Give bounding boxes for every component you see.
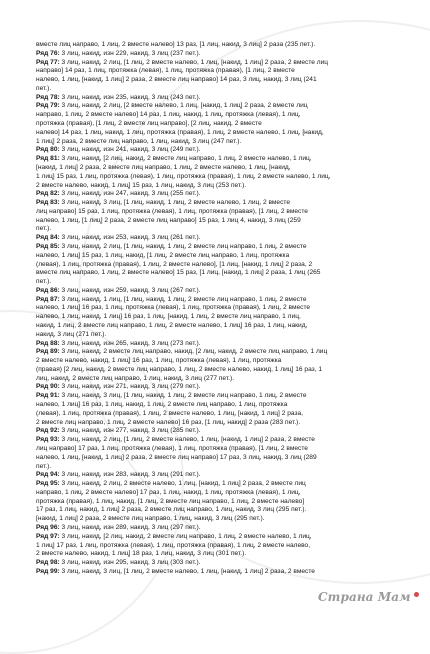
row-label: Ряд 78: (36, 93, 60, 101)
row-label: Ряд 93: (36, 436, 60, 444)
row-instruction: налево, 1 лиц] 15 раз, 1 лиц, накид, [1 лиц, 2 вместе лиц направо, 1 лиц, протяжка (36, 251, 290, 259)
row-instruction: 3 лиц, накид, [2 лиц, накид, 2 вместе лиц направо, 1 лиц, 2 вместе налево, 1 лиц, (59, 155, 312, 163)
row-instruction: [накид, 1 лиц] 2 раза, 2 вместе лиц направо, 1 лиц, накид, 3 лиц (295 пет.). (36, 515, 265, 523)
text-line (36, 401, 376, 410)
row-label: Ряд 80: (36, 146, 60, 154)
row-instruction: 1 лиц] 15 раз, 1 лиц, протяжка (левая), 1 лиц, протяжка (правая), 1 лиц, 2 вместе налево, 1 лиц, (36, 172, 331, 180)
text-line (36, 375, 376, 384)
row-label: Ряд 99: (36, 567, 60, 575)
text-line (36, 94, 376, 103)
text-line (36, 164, 376, 173)
site-logo-dot (414, 592, 419, 597)
pattern-text (36, 41, 376, 577)
text-line (36, 410, 376, 419)
row-instruction: 3 лиц, накид, изн 241, накид, 3 лиц (249 пет.). (59, 146, 201, 154)
row-instruction: 2 вместе налево, накид, 1 лиц] 18 раз, 1 лиц, накид, 3 лиц (301 пет.). (36, 550, 247, 558)
row-instruction: направо, 1 лиц, 2 вместе налево] 17 раз, 1 лиц, накид, 1 лиц, протяжка (левая), 1 лиц, (36, 488, 301, 496)
text-line (36, 445, 376, 454)
row-instruction: пет.). (36, 84, 52, 92)
text-line (36, 287, 376, 296)
text-line (36, 252, 376, 261)
text-line (36, 568, 376, 577)
row-instruction: 3 лиц, накид, 2 вместе лиц направо, накид, [2 лиц, накид, 2 вместе лиц направо, 1 лиц (59, 348, 328, 356)
text-line (36, 383, 376, 392)
row-instruction: [накид, 1 лиц] 2 раза, 2 вместе лиц направо, 1 лиц, 2 вместе налево, 1 лиц, [накид, (36, 163, 291, 171)
row-label: Ряд 82: (36, 190, 60, 198)
text-line (36, 304, 376, 313)
row-instruction: направо, 1 лиц, 2 вместе налево] 14 раз, 1 лиц, накид, 1 лиц, протяжка (левая), 1 лиц, (36, 111, 301, 119)
row-instruction: 3 лиц, накид, 3 лиц, [1 лиц, накид, 1 лиц, 2 вместе лиц направо, 1 лиц, 2 вместе (59, 392, 307, 400)
text-line (36, 506, 376, 515)
text-line (36, 559, 376, 568)
row-instruction: налево, 1 лиц] 16 раз, 1 лиц, протяжка (левая), 1 лиц, протяжка (правая), 1 лиц, 2 вместе (36, 304, 311, 312)
row-instruction: 3 лиц, накид, изн 289, накид, 3 лиц (297 пет.). (59, 523, 201, 531)
row-label: Ряд 97: (36, 532, 60, 540)
text-line (36, 533, 376, 542)
text-line (36, 498, 376, 507)
row-instruction: 3 лиц, накид, 3 лиц, [1 лиц, накид, 1 лиц, 2 вместе налево, 1 лиц, 2 вместе (59, 199, 291, 207)
row-instruction: пет.). (36, 278, 52, 286)
row-instruction: лиц направо] 17 раз, 1 лиц, протяжка (левая), 1 лиц, протяжка (правая), [1 лиц, 2 вместе (36, 444, 308, 452)
text-line (36, 243, 376, 252)
row-instruction: вместе лиц направо, 1 лиц, 2 вместе налево] 13 раз, [1 лиц, накид, 3 лиц] 2 раза (235 пет.). (36, 41, 316, 48)
text-line (36, 340, 376, 349)
row-instruction: налево, 1 лиц, [накид, 1 лиц] 2 раза, 2 вместе лиц направо] 17 раз, 3 лиц, накид, 3 лиц (289 (36, 453, 317, 461)
text-line (36, 454, 376, 463)
row-instruction: 3 лиц, накид, изн 283, накид, 3 лиц (291 пет.). (59, 471, 201, 479)
text-line (36, 550, 376, 559)
row-instruction: лиц, накид, 2 вместе лиц направо, 1 лиц, накид, 3 лиц (277 пет.). (36, 374, 235, 382)
row-label: Ряд 95: (36, 480, 60, 488)
text-line (36, 489, 376, 498)
row-instruction: направо] 14 раз, 1 лиц, протяжка (левая), 1 лиц, протяжка (правая), [1 лиц, 2 вместе (36, 67, 295, 75)
row-instruction: 1 лиц] 2 раза, 2 вместе лиц направо, 1 лиц, накид, 3 лиц (247 пет.). (36, 137, 242, 145)
text-line (36, 348, 376, 357)
text-line (36, 41, 376, 50)
text-line (36, 234, 376, 243)
text-line (36, 111, 376, 120)
text-line (36, 67, 376, 76)
row-instruction: налево, 1 лиц] 16 раз, 1 лиц, накид, 1 лиц, 2 вместе лиц направо, 1 лиц, протяжка (36, 401, 288, 409)
site-logo (318, 587, 419, 607)
row-instruction: 3 лиц, накид, изн 295, накид, 3 лиц (303 пет.). (59, 559, 201, 567)
row-instruction: налево] 14 раз, 1 лиц, накид, 1 лиц, протяжка (правая), 1 лиц, 2 вместе налево, 1 лиц, [накид, (36, 128, 324, 136)
text-line (36, 471, 376, 480)
row-instruction: (левая), 1 лиц, протяжка (правая), 1 лиц, 2 вместе налево, 1 лиц, [накид, 1 лиц] 2 раза, (36, 409, 303, 417)
row-label: Ряд 91: (36, 392, 60, 400)
row-label: Ряд 89: (36, 348, 60, 356)
row-instruction: 2 вместе налево, накид, 1 лиц] 16 раз, 1 лиц, протяжка (левая), 1 лиц, протяжка (36, 357, 282, 365)
row-label: Ряд 87: (36, 295, 60, 303)
row-instruction: протяжка (правая), [1 лиц, 2 вместе лиц направо], [2 лиц, накид, 2 вместе (36, 120, 262, 128)
text-line (36, 427, 376, 436)
row-instruction: 3 лиц, накид, 2 лиц, 2 вместе налево, 1 лиц, [накид, 1 лиц] 2 раза, 2 вместе лиц (59, 480, 306, 488)
row-label: Ряд 81: (36, 155, 60, 163)
row-label: Ряд 86: (36, 286, 60, 294)
row-instruction: накид, 3 лиц (271 пет.). (36, 330, 107, 338)
row-instruction: 1 лиц] 17 раз, 1 лиц, протяжка (левая), 1 лиц, протяжка (правая), 1 лиц, 2 вместе налево, (36, 541, 311, 549)
row-label: Ряд 98: (36, 559, 60, 567)
row-instruction: 3 лиц, накид, изн 235, накид, 3 лиц (243 пет.). (59, 93, 201, 101)
row-label: Ряд 90: (36, 383, 60, 391)
text-line (36, 392, 376, 401)
text-line (36, 76, 376, 85)
row-instruction: 3 лиц, накид, [2 лиц, накид, 2 вместе лиц направо, 1 лиц, 2 вместе налево, 1 лиц, (59, 532, 312, 540)
row-instruction: 3 лиц, накид, изн 277, накид, 3 лиц (285 пет.). (59, 427, 201, 435)
row-label: Ряд 83: (36, 199, 60, 207)
text-line (36, 217, 376, 226)
row-instruction: 3 лиц, накид, изн 247, накид, 3 лиц (255 пет.). (59, 190, 201, 198)
text-line (36, 129, 376, 138)
row-label: Ряд 79: (36, 102, 60, 110)
row-instruction: налево, 1 лиц, накид, 1 лиц] 16 раз, 1 лиц, [накид, 1 лиц, 2 вместе лиц направо, 1 лиц, (36, 313, 301, 321)
row-instruction: 2 вместе лиц направо, 1 лиц, 2 вместе налево] 16 раз, [1 лиц, накид] 2 раза (283 пет.). (36, 418, 301, 426)
row-label: Ряд 88: (36, 339, 60, 347)
row-instruction: (правая) [2 лиц, накид, 2 вместе лиц направо, 1 лиц, 2 вместе налево, накид, 1 лиц] 16 раз, 1 (36, 365, 323, 373)
text-line (36, 419, 376, 428)
row-instruction: протяжка (правая), 1 лиц, накид, [1 лиц, 2 вместе лиц направо, 1 лиц, 2 вместе налево] (36, 497, 305, 505)
text-line (36, 146, 376, 155)
text-line (36, 59, 376, 68)
text-line (36, 278, 376, 287)
row-label: Ряд 92: (36, 427, 60, 435)
text-line (36, 225, 376, 234)
text-line (36, 524, 376, 533)
row-instruction: 3 лиц, накид, 1 лиц, [1 лиц, накид, 1 лиц, 2 вместе лиц направо, 1 лиц, 2 вместе (59, 295, 307, 303)
row-instruction: 3 лиц, накид, 2 лиц, [2 вместе налево, 1 лиц, [накид, 1 лиц] 2 раза, 2 вместе лиц (59, 102, 308, 110)
row-label: Ряд 77: (36, 58, 60, 66)
text-line (36, 50, 376, 59)
row-instruction: пет.). (36, 462, 52, 470)
row-instruction: пет.). (36, 225, 52, 233)
text-line (36, 436, 376, 445)
row-instruction: 3 лиц, накид, 3 лиц, [1 лиц, 2 вместе налево, 1 лиц, [накид, 1 лиц] 2 раза, 2 вместе (59, 567, 315, 575)
text-line (36, 182, 376, 191)
text-line (36, 208, 376, 217)
text-line (36, 138, 376, 147)
row-label: Ряд 85: (36, 242, 60, 250)
text-line (36, 296, 376, 305)
row-label: Ряд 94: (36, 471, 60, 479)
row-instruction: 3 лиц, накид, 2 лиц, [1 лиц, накид, 1 лиц, 2 вместе лиц направо, 1 лиц, 2 вместе (59, 242, 307, 250)
row-instruction: 3 лиц, накид, изн 271, накид, 3 лиц (279 пет.). (59, 383, 201, 391)
row-instruction: 3 лиц, накид, изн 265, накид, 3 лиц (273 пет.). (59, 339, 201, 347)
text-line (36, 120, 376, 129)
row-instruction: налево, 1 лиц, [накид, 1 лиц] 2 раза, 2 вместе лиц направо] 14 раз, 3 лиц, накид, 3 лиц (241 (36, 76, 317, 84)
text-line (36, 102, 376, 111)
row-label: Ряд 96: (36, 523, 60, 531)
text-line (36, 357, 376, 366)
text-line (36, 463, 376, 472)
row-instruction: накид, 1 лиц, 2 вместе лиц направо, 1 лиц, 2 вместе налево, 1 лиц] 16 раз, 1 лиц, накид, (36, 322, 308, 329)
text-line (36, 313, 376, 322)
row-instruction: 3 лиц, накид, 2 лиц, [1 лиц, 2 вместе налево, 1 лиц, [накид, 1 лиц] 2 раза, 2 вместе лиц (59, 58, 329, 66)
row-label: Ряд 76: (36, 49, 60, 57)
text-line (36, 155, 376, 164)
text-line (36, 322, 376, 331)
text-line (36, 190, 376, 199)
text-line (36, 261, 376, 270)
text-line (36, 542, 376, 551)
text-line (36, 331, 376, 340)
row-instruction: лиц направо] 15 раз, 1 лиц, протяжка (левая), 1 лиц, протяжка (правая), [1 лиц, 2 вместе (36, 207, 308, 215)
row-instruction: 3 лиц, накид, изн 253, накид, 3 лиц (261 пет.). (59, 234, 201, 242)
row-instruction: 2 вместе налево, накид, 1 лиц] 15 раз, 1 лиц, накид, 3 лиц (253 пет.). (36, 181, 247, 189)
text-line (36, 85, 376, 94)
row-instruction: налево, 1 лиц, [1 лиц] 2 раза, 2 вместе лиц направо] 15 раз, 1 лиц 4, накид, 3 лиц (259 (36, 216, 301, 224)
row-instruction: (левая), 1 лиц, протяжка (правая), 1 лиц, 2 вместе налево], [1 лиц, [накид, 1 лиц] 2 раза, 2 (36, 260, 313, 268)
row-instruction: 3 лиц, накид, 2 лиц, [1 лиц, 2 вместе налево, 1 лиц, [накид, 1 лиц] 2 раза, 2 вместе (59, 436, 315, 444)
row-instruction: 17 раз, 1 лиц, накид, 1 лиц] 2 раза, 2 вместе лиц направо, 1 лиц, накид, 3 лиц (295 пет.). (36, 506, 307, 514)
text-line (36, 515, 376, 524)
text-line (36, 199, 376, 208)
row-instruction: вместе лиц направо, 1 лиц, 2 вместе налево] 15 раз, [1 лиц, [накид, 1 лиц] 2 раза, 1 лиц (265 (36, 269, 321, 277)
row-instruction: 3 лиц, накид, изн 229, накид, 3 лиц (237 пет.). (59, 49, 201, 57)
text-line (36, 480, 376, 489)
row-label: Ряд 84: (36, 234, 60, 242)
row-instruction: 3 лиц, накид, изн 259, накид, 3 лиц (267 пет.). (59, 286, 201, 294)
text-line (36, 366, 376, 375)
site-logo-text: Страна Мам (318, 590, 411, 604)
text-line (36, 173, 376, 182)
text-line (36, 269, 376, 278)
